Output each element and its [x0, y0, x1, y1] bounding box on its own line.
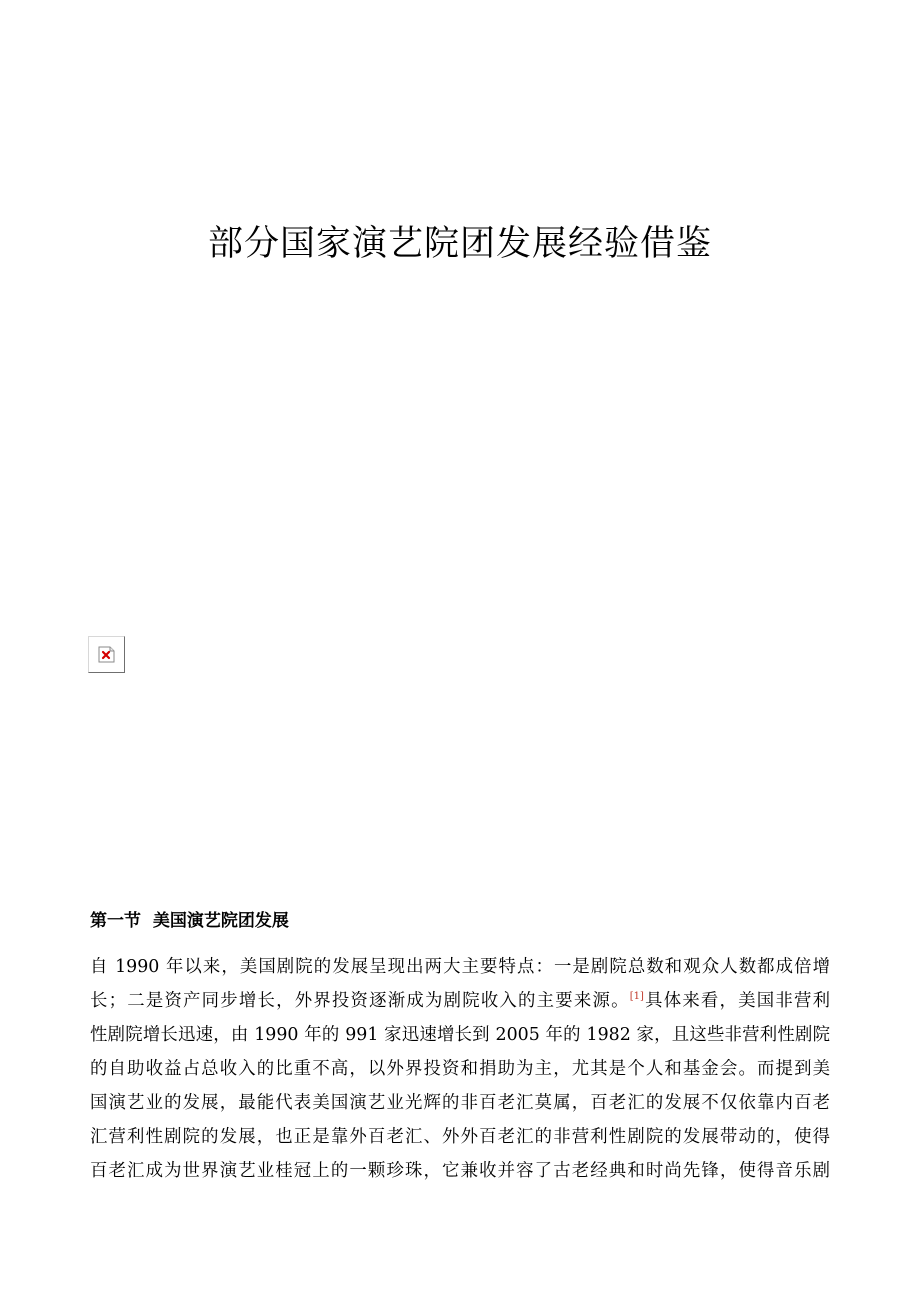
paragraph-line [90, 950, 830, 984]
paragraph-line [90, 984, 830, 1018]
broken-image-placeholder [88, 636, 125, 673]
section-heading: 第一节 美国演艺院团发展 [90, 911, 289, 931]
line-text: 汇营利性剧院的发展，也正是靠外百老汇、外外百老汇的非营利性剧院的发展带动的，使得 [90, 1127, 830, 1147]
line-text: 国演艺业的发展，最能代表美国演艺业光辉的非百老汇莫属，百老汇的发展不仅依靠内百老 [90, 1093, 830, 1113]
document-title: 部分国家演艺院团发展经验借鉴 [207, 224, 712, 264]
paragraph-line [90, 1086, 830, 1120]
line-text: 的自助收益占总收入的比重不高，以外界投资和捐助为主，尤其是个人和基金会。而提到美 [90, 1059, 830, 1079]
line-text: 自 1990 年以来，美国剧院的发展呈现出两大主要特点：一是剧院总数和观众人数都成倍增 [90, 957, 830, 977]
line-text: 具体来看，美国非营利 [643, 991, 830, 1011]
body-paragraph [90, 950, 830, 1188]
footnote-reference-link[interactable]: [1] [629, 991, 644, 1003]
broken-image-icon [98, 646, 115, 663]
line-text: 长；二是资产同步增长，外界投资逐渐成为剧院收入的主要来源。 [90, 991, 630, 1011]
line-text: 性剧院增长迅速，由 1990 年的 991 家迅速增长到 2005 年的 1982 家，且这些非营利性剧院 [90, 1025, 830, 1045]
paragraph-line [90, 1052, 830, 1086]
line-text: 百老汇成为世界演艺业桂冠上的一颗珍珠，它兼收并容了古老经典和时尚先锋，使得音乐剧 [90, 1161, 830, 1181]
paragraph-line [90, 1120, 830, 1154]
paragraph-line [90, 1154, 830, 1188]
paragraph-line [90, 1018, 830, 1052]
